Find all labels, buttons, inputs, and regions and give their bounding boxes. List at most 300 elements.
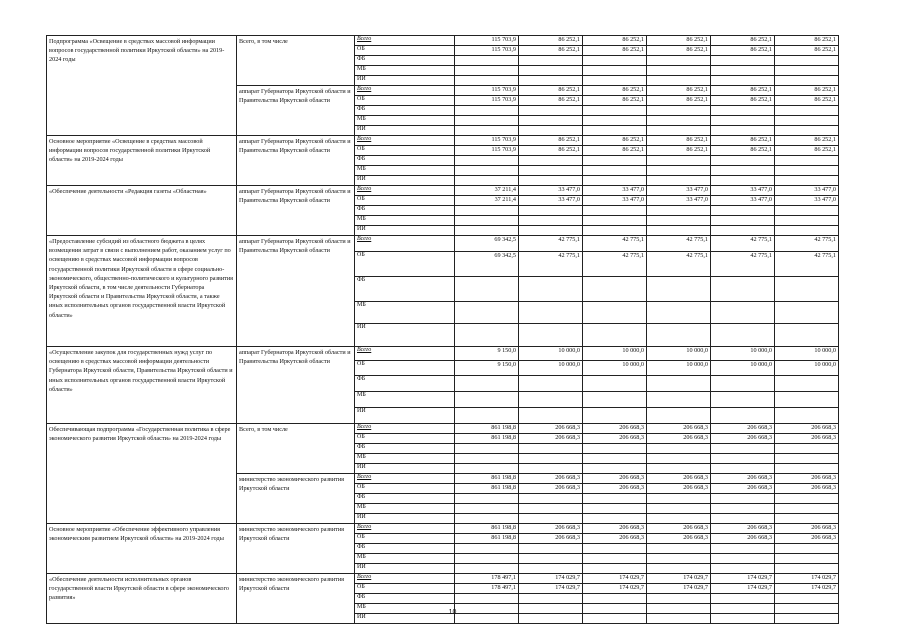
amount-cell [455,206,519,216]
amount-cell [583,216,647,226]
amount-cell: 86 252,1 [583,136,647,146]
amount-cell: 9 150,0 [455,361,519,376]
amount-cell: 33 477,0 [775,196,839,206]
amount-cell: 206 668,3 [775,524,839,534]
fund-source: ИИ [355,324,455,347]
amount-cell [647,564,711,574]
amount-cell [647,444,711,454]
executor-name: аппарат Губернатора Иркутской области и Правительства Иркутской области [237,186,355,236]
amount-cell [647,544,711,554]
amount-cell [519,106,583,116]
amount-cell [583,408,647,424]
amount-cell [711,66,775,76]
measure-name: «Осуществление закупок для государственных нужд услуг по освещению в средствах массовой информации деятельности Губернатора Иркутской области, Правительства Иркутской области и иных исполнительных органов государственной власти Иркутской области» [47,347,237,424]
executor-name: Всего, в том числе [237,36,355,86]
amount-cell [519,376,583,392]
amount-cell [711,216,775,226]
amount-cell: 86 252,1 [711,36,775,46]
amount-cell [775,126,839,136]
amount-cell: 86 252,1 [647,146,711,156]
amount-cell [711,392,775,408]
amount-cell [647,226,711,236]
amount-cell [711,594,775,604]
amount-cell [519,494,583,504]
amount-cell [455,216,519,226]
table-row [47,347,839,361]
amount-cell [775,514,839,524]
amount-cell: 42 775,1 [647,252,711,277]
amount-cell [583,277,647,302]
fund-source: ОБ [355,484,455,494]
fund-source: ОБ [355,146,455,156]
amount-cell [455,564,519,574]
amount-cell [519,66,583,76]
fund-source: Всего [355,186,455,196]
amount-cell [711,376,775,392]
amount-cell: 10 000,0 [519,347,583,361]
amount-cell [775,226,839,236]
amount-cell [519,464,583,474]
amount-cell: 86 252,1 [519,86,583,96]
amount-cell [519,56,583,66]
table-row [47,36,839,46]
amount-cell [455,408,519,424]
measure-name: Основное мероприятие «Обеспечение эффективного управления экономическим развитием Иркутской области» на 2019-2024 годы [47,524,237,574]
amount-cell [647,76,711,86]
fund-source: ИИ [355,564,455,574]
amount-cell [583,376,647,392]
amount-cell [775,76,839,86]
amount-cell [455,116,519,126]
fund-source: ИИ [355,76,455,86]
amount-cell [455,376,519,392]
amount-cell: 861 198,8 [455,434,519,444]
fund-source: МБ [355,116,455,126]
fund-source: МБ [355,554,455,564]
fund-source: Всего [355,347,455,361]
amount-cell [519,504,583,514]
amount-cell: 206 668,3 [583,474,647,484]
amount-cell: 206 668,3 [519,424,583,434]
amount-cell: 42 775,1 [711,252,775,277]
amount-cell: 206 668,3 [519,434,583,444]
fund-source: ОБ [355,584,455,594]
amount-cell: 115 703,9 [455,146,519,156]
amount-cell: 206 668,3 [583,424,647,434]
amount-cell [455,444,519,454]
amount-cell [775,106,839,116]
amount-cell: 86 252,1 [711,146,775,156]
measure-name: Основное мероприятие «Освещение в средствах массовой информации вопросов государственной политики Иркутской области» на 2019-2024 годы [47,136,237,186]
amount-cell [647,56,711,66]
fund-source: Всего [355,136,455,146]
amount-cell [519,126,583,136]
fund-source: МБ [355,392,455,408]
amount-cell [647,277,711,302]
amount-cell [519,594,583,604]
amount-cell [775,66,839,76]
amount-cell [455,504,519,514]
amount-cell [711,408,775,424]
amount-cell: 174 029,7 [775,584,839,594]
amount-cell [711,444,775,454]
fund-source: МБ [355,504,455,514]
amount-cell [647,116,711,126]
fund-source: ФБ [355,277,455,302]
amount-cell [583,544,647,554]
amount-cell: 33 477,0 [583,186,647,196]
amount-cell: 174 029,7 [711,574,775,584]
amount-cell [583,66,647,76]
amount-cell: 206 668,3 [519,484,583,494]
amount-cell [711,277,775,302]
amount-cell [455,594,519,604]
amount-cell [519,206,583,216]
fund-source: МБ [355,66,455,76]
amount-cell: 206 668,3 [647,534,711,544]
amount-cell: 10 000,0 [647,347,711,361]
amount-cell [775,464,839,474]
amount-cell [519,216,583,226]
table-row [47,524,839,534]
amount-cell: 861 198,8 [455,474,519,484]
amount-cell: 206 668,3 [775,424,839,434]
amount-cell [711,126,775,136]
amount-cell: 115 703,9 [455,96,519,106]
amount-cell [647,454,711,464]
amount-cell: 861 198,8 [455,524,519,534]
amount-cell: 86 252,1 [519,36,583,46]
amount-cell: 86 252,1 [775,146,839,156]
table-row [47,136,839,146]
amount-cell [775,206,839,216]
amount-cell: 206 668,3 [647,474,711,484]
amount-cell: 174 029,7 [711,584,775,594]
amount-cell: 42 775,1 [583,236,647,252]
amount-cell [583,554,647,564]
amount-cell: 206 668,3 [711,534,775,544]
amount-cell: 174 029,7 [583,574,647,584]
amount-cell [711,564,775,574]
amount-cell [583,56,647,66]
amount-cell: 42 775,1 [519,252,583,277]
amount-cell: 178 497,1 [455,584,519,594]
amount-cell: 861 198,8 [455,484,519,494]
measure-name: «Предоставление субсидий из областного бюджета в целях возмещения затрат в связи с выполнением работ, оказанием услуг по освещению в средствах массовой информации вопросов государственной политики Иркутской области в сфере социально-экономического, общественно-политического и культурного развития Иркутской области, в том числе деятельности Губернатора Иркутской области и Правительства Иркутской области, а также иных исполнительных органов государственной власти Иркутской области» [47,236,237,347]
amount-cell [455,176,519,186]
amount-cell [583,494,647,504]
amount-cell [455,126,519,136]
fund-source: ФБ [355,206,455,216]
amount-cell [583,116,647,126]
amount-cell [647,408,711,424]
amount-cell [775,376,839,392]
amount-cell [775,564,839,574]
fund-source: ФБ [355,594,455,604]
amount-cell [455,277,519,302]
measure-name: Подпрограмма «Освещение в средствах массовой информации вопросов государственной политики Иркутской области» на 2019-2024 годы [47,36,237,136]
amount-cell [519,554,583,564]
amount-cell [455,454,519,464]
amount-cell: 206 668,3 [711,474,775,484]
amount-cell: 33 477,0 [647,196,711,206]
amount-cell [775,277,839,302]
amount-cell [583,206,647,216]
amount-cell [583,514,647,524]
fund-source: ИИ [355,176,455,186]
amount-cell [775,594,839,604]
amount-cell [519,444,583,454]
fund-source: ИИ [355,126,455,136]
amount-cell [455,324,519,347]
table-row [47,574,839,584]
amount-cell [583,454,647,464]
amount-cell [583,106,647,116]
amount-cell [647,376,711,392]
amount-cell: 86 252,1 [583,146,647,156]
amount-cell: 115 703,9 [455,136,519,146]
amount-cell [583,156,647,166]
fund-source: ОБ [355,361,455,376]
amount-cell: 33 477,0 [583,196,647,206]
amount-cell: 174 029,7 [583,584,647,594]
amount-cell: 178 497,1 [455,574,519,584]
fund-source: ИИ [355,464,455,474]
amount-cell: 206 668,3 [775,434,839,444]
amount-cell [519,514,583,524]
fund-source: ФБ [355,544,455,554]
amount-cell [647,106,711,116]
fund-source: Всего [355,86,455,96]
amount-cell [519,116,583,126]
amount-cell [455,494,519,504]
amount-cell: 86 252,1 [647,46,711,56]
amount-cell [455,514,519,524]
amount-cell [647,392,711,408]
amount-cell [775,324,839,347]
amount-cell: 86 252,1 [647,36,711,46]
amount-cell: 115 703,9 [455,46,519,56]
amount-cell [647,206,711,216]
amount-cell: 115 703,9 [455,86,519,96]
amount-cell: 115 703,9 [455,36,519,46]
amount-cell [519,76,583,86]
amount-cell: 42 775,1 [711,236,775,252]
measure-name: Обеспечивающая подпрограмма «Государственная политика в сфере экономического развития Иркутской области» на 2019-2024 годы [47,424,237,524]
amount-cell [711,544,775,554]
fund-source: МБ [355,604,455,614]
amount-cell: 206 668,3 [775,484,839,494]
amount-cell: 206 668,3 [775,534,839,544]
amount-cell [711,324,775,347]
amount-cell [519,226,583,236]
amount-cell [711,116,775,126]
amount-cell: 69 342,5 [455,236,519,252]
amount-cell: 86 252,1 [583,96,647,106]
amount-cell [583,302,647,324]
amount-cell: 33 477,0 [775,186,839,196]
amount-cell: 86 252,1 [775,86,839,96]
fund-source: Всего [355,36,455,46]
amount-cell [775,216,839,226]
amount-cell: 206 668,3 [583,434,647,444]
amount-cell: 10 000,0 [775,361,839,376]
amount-cell [455,392,519,408]
amount-cell: 33 477,0 [711,196,775,206]
amount-cell: 86 252,1 [519,146,583,156]
fund-source: ОБ [355,434,455,444]
amount-cell [455,544,519,554]
fund-source: Всего [355,474,455,484]
amount-cell [519,392,583,408]
amount-cell: 206 668,3 [647,434,711,444]
amount-cell: 86 252,1 [711,136,775,146]
amount-cell [711,504,775,514]
amount-cell: 10 000,0 [711,347,775,361]
amount-cell [519,454,583,464]
amount-cell [647,554,711,564]
amount-cell: 861 198,8 [455,534,519,544]
amount-cell [583,76,647,86]
amount-cell [711,206,775,216]
amount-cell [775,454,839,464]
amount-cell [647,156,711,166]
amount-cell: 86 252,1 [583,86,647,96]
amount-cell: 42 775,1 [647,236,711,252]
amount-cell [775,494,839,504]
amount-cell [583,324,647,347]
amount-cell [583,594,647,604]
amount-cell [775,166,839,176]
fund-source: ФБ [355,156,455,166]
amount-cell [647,494,711,504]
amount-cell [711,302,775,324]
amount-cell: 86 252,1 [711,96,775,106]
amount-cell: 206 668,3 [711,484,775,494]
fund-source: МБ [355,454,455,464]
amount-cell: 10 000,0 [519,361,583,376]
amount-cell [775,116,839,126]
fund-source: ОБ [355,252,455,277]
amount-cell: 37 211,4 [455,196,519,206]
fund-source: ОБ [355,96,455,106]
amount-cell: 174 029,7 [647,574,711,584]
amount-cell: 206 668,3 [711,434,775,444]
amount-cell: 206 668,3 [583,534,647,544]
executor-name: аппарат Губернатора Иркутской области и Правительства Иркутской области [237,86,355,136]
page-number: 10 [448,609,457,616]
amount-cell: 86 252,1 [647,136,711,146]
amount-cell [583,176,647,186]
fund-source: ИИ [355,408,455,424]
amount-cell: 86 252,1 [775,96,839,106]
amount-cell: 861 198,8 [455,424,519,434]
executor-name: Всего, в том числе [237,424,355,474]
fund-source: ФБ [355,376,455,392]
amount-cell: 42 775,1 [583,252,647,277]
fund-source: ОБ [355,534,455,544]
fund-source: Всего [355,236,455,252]
amount-cell [455,226,519,236]
amount-cell [711,464,775,474]
amount-cell: 86 252,1 [519,46,583,56]
amount-cell [455,66,519,76]
amount-cell: 10 000,0 [711,361,775,376]
amount-cell: 206 668,3 [519,524,583,534]
amount-cell [583,444,647,454]
amount-cell [519,176,583,186]
fund-source: ОБ [355,196,455,206]
fund-source: ИИ [355,226,455,236]
amount-cell [583,504,647,514]
amount-cell [583,564,647,574]
amount-cell [711,56,775,66]
budget-table [46,35,839,624]
amount-cell: 206 668,3 [647,484,711,494]
amount-cell: 33 477,0 [711,186,775,196]
amount-cell [647,176,711,186]
amount-cell [711,76,775,86]
executor-name: аппарат Губернатора Иркутской области и Правительства Иркутской области [237,236,355,347]
amount-cell [647,66,711,76]
amount-cell: 206 668,3 [583,524,647,534]
amount-cell [519,166,583,176]
executor-name: аппарат Губернатора Иркутской области и Правительства Иркутской области [237,136,355,186]
amount-cell: 206 668,3 [519,534,583,544]
amount-cell: 37 211,4 [455,186,519,196]
amount-cell [647,302,711,324]
amount-cell [775,544,839,554]
fund-source: ИИ [355,614,455,624]
amount-cell [455,156,519,166]
amount-cell: 86 252,1 [583,36,647,46]
amount-cell: 69 342,5 [455,252,519,277]
amount-cell [455,302,519,324]
amount-cell [455,554,519,564]
amount-cell [647,464,711,474]
fund-source: Всего [355,574,455,584]
amount-cell [647,126,711,136]
amount-cell: 206 668,3 [775,474,839,484]
amount-cell: 206 668,3 [711,424,775,434]
amount-cell [711,106,775,116]
amount-cell [711,176,775,186]
amount-cell: 10 000,0 [647,361,711,376]
fund-source: ФБ [355,106,455,116]
table-row [47,186,839,196]
amount-cell [647,514,711,524]
amount-cell: 86 252,1 [583,46,647,56]
amount-cell [519,156,583,166]
amount-cell: 86 252,1 [775,136,839,146]
amount-cell [711,514,775,524]
amount-cell: 33 477,0 [519,186,583,196]
amount-cell [519,277,583,302]
amount-cell: 86 252,1 [711,86,775,96]
amount-cell: 206 668,3 [711,524,775,534]
amount-cell: 42 775,1 [775,252,839,277]
executor-name: министерство экономического развития Иркутской области [237,474,355,524]
amount-cell [647,166,711,176]
amount-cell [455,464,519,474]
amount-cell [583,464,647,474]
fund-source: МБ [355,216,455,226]
amount-cell [775,56,839,66]
amount-cell [775,554,839,564]
amount-cell [455,106,519,116]
fund-source: ФБ [355,444,455,454]
amount-cell [711,494,775,504]
